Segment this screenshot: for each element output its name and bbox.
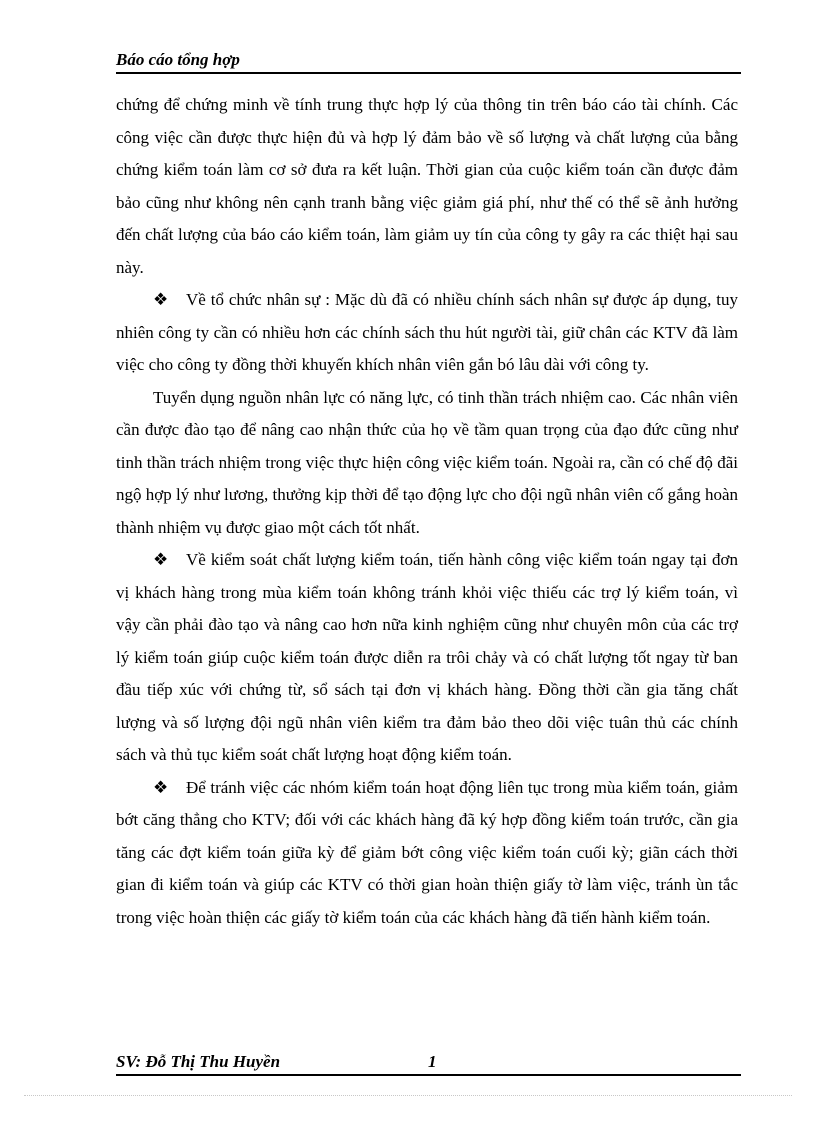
paragraph-2	[116, 284, 738, 382]
diamond-bullet-icon: ❖	[153, 777, 169, 797]
paragraph-4	[116, 544, 738, 772]
diamond-bullet-icon: ❖	[153, 290, 169, 309]
paragraph-3: Tuyển dụng nguồn nhân lực có năng lực, có tinh thần trách nhiệm cao. Các nhân viên cần được đào tạo để nâng cao nhận thức của họ về tầm quan trọng của đạo đức cũng như tinh thần trách nhiệm trong việc thực hiện công việc kiểm toán. Ngoài ra, cần có chế độ đãi ngộ hợp lý như lương, thưởng kịp thời để tạo động lực cho đội ngũ nhân viên cố gắng hoàn thành nhiệm vụ được giao một cách tốt nhất.	[116, 387, 738, 537]
page-header	[116, 48, 741, 74]
paragraph-1: chứng để chứng minh về tính trung thực hợp lý của thông tin trên báo cáo tài chính. Các công việc cần được thực hiện đủ và hợp lý đảm bảo về số lượng và chất lượng của bằng chứng kiểm toán làm cơ sở đưa ra kết luận. Thời gian của cuộc kiểm toán cần được đảm bảo cũng như không nên cạnh tranh bằng việc giảm giá phí, như thế có thể sẽ ảnh hưởng đến chất lượng của báo cáo kiểm toán, làm giảm uy tín của công ty gây ra các thiệt hại sau này.	[116, 95, 738, 277]
paragraph-4-text: Về kiểm soát chất lượng kiểm toán, tiến hành công việc kiểm toán ngay tại đơn vị khách hàng trong mùa kiểm toán không tránh khỏi việc thiếu các trợ lý kiểm toán, vì vậy cần phải đào tạo và nâng cao hơn nữa kinh nghiệm cũng như chuyên môn của các trợ lý kiểm toán giúp cuộc kiểm toán được diễn ra trôi chảy và có chất lượng tốt ngay từ ban đầu tiếp xúc với chứng từ, sổ sách tại đơn vị khách hàng. Đồng thời cần gia tăng chất lượng và số lượng đội ngũ nhân viên kiểm tra đảm bảo theo dõi việc tuân thủ các chính sách và thủ tục kiểm soát chất lượng hoạt động kiểm toán.	[116, 550, 738, 764]
header-title: Báo cáo tổng hợp	[116, 50, 240, 69]
footer-author: SV: Đỗ Thị Thu Huyền	[116, 1052, 281, 1071]
page-footer	[116, 1050, 741, 1076]
diamond-bullet-icon: ❖	[153, 550, 169, 569]
paragraph-5	[116, 772, 738, 935]
paragraph-5-text: Để tránh việc các nhóm kiểm toán hoạt động liên tục trong mùa kiểm toán, giảm bớt căng thẳng cho KTV; đối với các khách hàng đã ký hợp đồng kiểm toán trước, cần gia tăng các đợt kiểm toán giữa kỳ để giảm bớt công việc kiểm toán cuối kỳ; giãn cách thời gian đi kiểm toán và giúp các KTV có thời gian hoàn thiện giấy tờ làm việc, tránh ùn tắc trong việc hoàn thiện các giấy tờ kiểm toán của các khách hàng đã tiến hành kiểm toán.	[116, 777, 738, 927]
paragraph-2-text: Về tổ chức nhân sự : Mặc dù đã có nhiều chính sách nhân sự được áp dụng, tuy nhiên công ty cần có nhiều hơn các chính sách thu hút người tài, giữ chân các KTV đã làm việc cho công ty đồng thời khuyến khích nhân viên gắn bó lâu dài với công ty.	[116, 290, 738, 374]
document-body	[116, 89, 738, 934]
page-bottom-divider	[24, 1095, 792, 1096]
page-number: 1	[428, 1052, 437, 1071]
